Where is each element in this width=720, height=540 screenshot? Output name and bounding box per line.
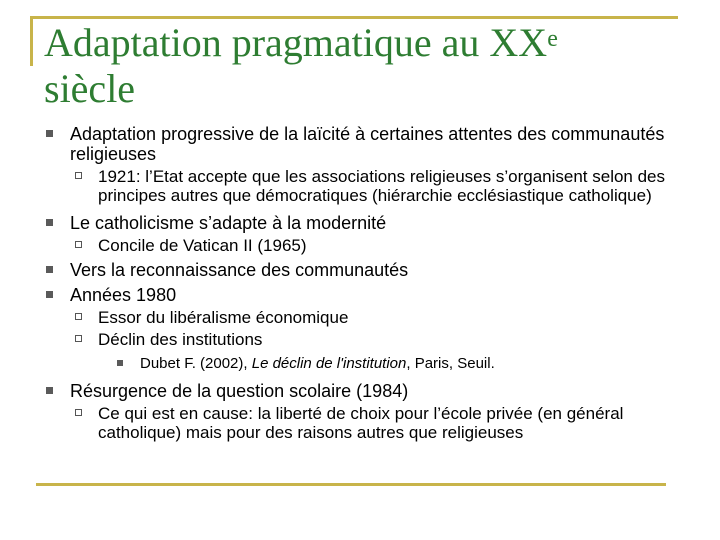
frame-bottom-line <box>36 483 666 486</box>
frame-top-line <box>30 16 678 19</box>
list-item-text: Concile de Vatican II (1965) <box>98 236 307 255</box>
list-item-text: Le catholicisme s’adapte à la modernité <box>70 213 387 233</box>
list-item <box>44 167 674 205</box>
list-item-text: Vers la reconnaissance des communautés <box>70 260 409 280</box>
list-item <box>44 355 674 373</box>
bullet-list <box>44 124 674 442</box>
list-item-text: Ce qui est en cause: la liberté de choix pour l’école privée (en général catholique) mais pour des raisons autres que religieuses <box>98 404 624 442</box>
hollow-square-bullet-icon <box>75 335 82 342</box>
frame-left-line <box>30 16 33 66</box>
square-bullet-icon <box>46 387 53 394</box>
square-bullet-icon <box>46 266 53 273</box>
hollow-square-bullet-icon <box>75 172 82 179</box>
list-item <box>44 213 674 233</box>
square-bullet-icon <box>117 360 123 366</box>
title-main: Adaptation pragmatique au XX <box>44 20 548 65</box>
reference-author: Dubet F. (2002), <box>140 355 252 372</box>
slide-title <box>44 20 664 112</box>
list-item-text: Résurgence de la question scolaire (1984) <box>70 381 409 401</box>
square-bullet-icon <box>46 219 53 226</box>
hollow-square-bullet-icon <box>75 241 82 248</box>
list-item-text: 1921: l’Etat accepte que les associations religieuses s’organisent selon des principes autres que démocratiques (hiérarchie ecclésiastique catholique) <box>98 167 666 205</box>
list-item <box>44 285 674 305</box>
list-item <box>44 236 674 255</box>
list-item-text: Essor du libéralisme économique <box>98 308 349 327</box>
list-item <box>44 381 674 401</box>
list-item-text: Adaptation progressive de la laïcité à certaines attentes des communautés religieuses <box>70 124 665 164</box>
list-item-text: Années 1980 <box>70 285 177 305</box>
title-line-2: siècle <box>44 66 136 111</box>
list-item <box>44 308 674 327</box>
list-item <box>44 260 674 280</box>
reference-publisher: , Paris, Seuil. <box>406 355 495 372</box>
reference-title: Le déclin de l'institution <box>251 355 407 372</box>
square-bullet-icon <box>46 130 53 137</box>
list-item-text: Déclin des institutions <box>98 330 263 349</box>
hollow-square-bullet-icon <box>75 313 82 320</box>
list-item <box>44 124 674 164</box>
list-item <box>44 404 674 442</box>
hollow-square-bullet-icon <box>75 409 82 416</box>
title-superscript: e <box>547 26 558 52</box>
list-item <box>44 330 674 349</box>
square-bullet-icon <box>46 291 53 298</box>
